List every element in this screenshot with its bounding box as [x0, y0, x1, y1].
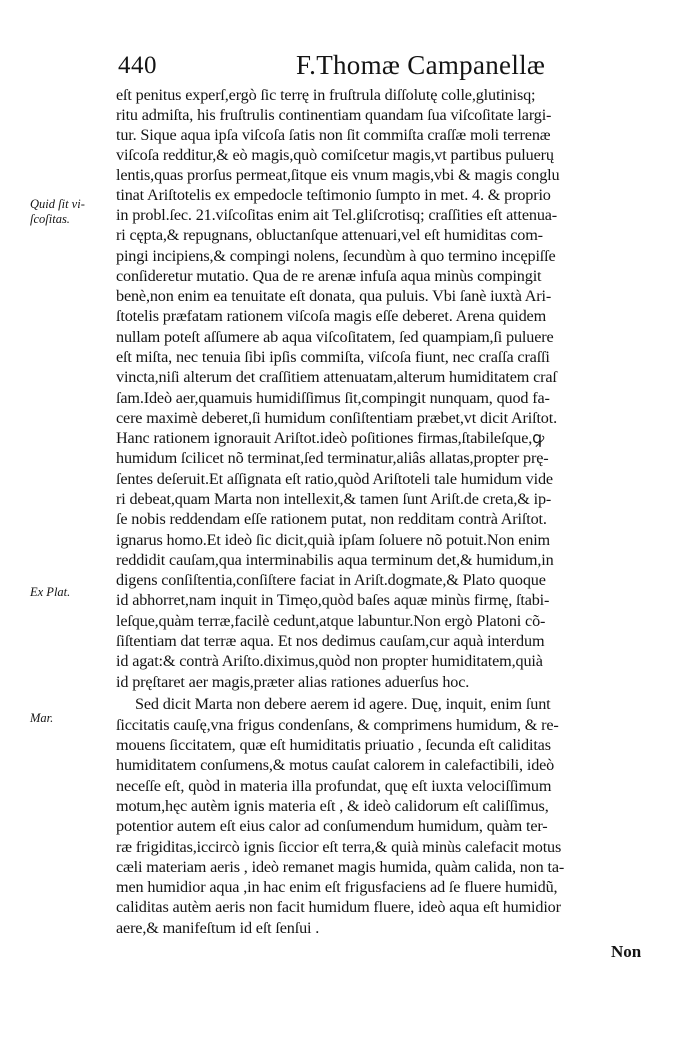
text-line: pingi incipiens,& compingi nolens, ſecundùm à quo termino incępiſſe — [116, 247, 556, 265]
text-line: potentior autem eſt eius calor ad conſumendum humidum, quàm ter- — [116, 817, 548, 835]
text-line: ri cępta,& repugnans, obluctanſque attenuari,vel eſt humiditas com- — [116, 226, 543, 244]
text-line: eſt penitus experſ,ergò ſic terrę in fruſtrula diſſolutę colle,glutinisq; — [116, 86, 536, 104]
text-line: humiditatem conſumens,& motus cauſat calorem in calefactibili, ideò — [116, 756, 555, 774]
margin-note: Quid ſit vi- — [30, 197, 85, 211]
text-line: id pręſtaret aer magis,præter alias rationes aduerſus hoc. — [116, 673, 470, 691]
text-line: ſentes deſeruit.Et aſſignata eſt ratio,quòd Ariſtoteli tale humidum vide — [116, 470, 553, 488]
text-line: mouens ſiccitatem, quæ eſt humiditatis priuatio , ſecunda eſt caliditas — [116, 736, 551, 754]
text-line: leſque,quàm terræ,facilè cedunt,atque labuntur.Non ergò Platoni cõ- — [116, 612, 546, 630]
text-line: caliditas autèm aeris non facit humidum fluere, ideò aqua eſt humidior — [116, 898, 561, 916]
text-line: in probl.ſec. 21.viſcoſitas enim ait Tel.gliſcrotisq; craſſities eſt attenua- — [116, 206, 558, 224]
text-line: tur. Sique aqua ipſa viſcoſa ſatis non ſit commiſta craſſæ moli terrenæ — [116, 126, 551, 144]
catchword: Non — [611, 942, 642, 961]
text-line: neceſſe eſt, quòd in materia illa profundat, quę eſt iuxta velociſſimum — [116, 777, 552, 795]
text-line: reddidit cauſam,qua interminabilis aqua terminum det,& humidum,in — [116, 551, 554, 569]
text-line: humidum ſcilicet nõ terminat,ſed terminatur,aliâs allatas,propter prę- — [116, 449, 549, 467]
text-line: aere,& manifeſtum id eſt ſenſui . — [116, 919, 320, 937]
text-line: motum,hęc autèm ignis materia eſt , & ideò calidorum eſt caliſſimus, — [116, 797, 549, 815]
text-line: cere maximè deberet,ſi humidum conſiſtentiam præbet,vt dicit Ariſtot. — [116, 409, 557, 427]
text-line: tinat Ariſtotelis ex empedocle teſtimonio ſumpto in met. 4. & proprio — [116, 186, 551, 204]
page-header — [0, 50, 700, 90]
text-line: ignarus homo.Et ideò ſic dicit,quià ipſam ſoluere nõ potuit.Non enim — [116, 531, 550, 549]
text-line: ritu admiſta, his fruſtrulis continentiam quandam ſua viſcoſitate largi- — [116, 106, 552, 124]
margin-note: Ex Plat. — [30, 585, 71, 599]
running-head: F.Thomæ Campanellæ — [296, 50, 546, 80]
text-line: ſe nobis reddendam eſſe rationem putat, non redditam contrà Ariſtot. — [116, 510, 547, 528]
text-line: lentis,quas prorſus permeat,ſitque eis vnum magis,vbi & magis conglu — [116, 166, 560, 184]
text-line: ſam.Ideò aer,quamuis humidiſſimus ſit,compingit nunquam, quod fa- — [116, 389, 550, 407]
text-line: viſcoſa redditur,& eò magis,quò comiſcetur magis,vt partibus puluerų — [116, 146, 554, 164]
text-line: ſiccitatis cauſę,vna frigus condenſans, & comprimens humidum, & re- — [116, 716, 559, 734]
text-line: id agat:& contrà Ariſto.diximus,quòd non propter humiditatem,quià — [116, 652, 543, 670]
text-line: eſt miſta, nec tenuia ſibi ipſis commiſta, viſcoſa fiunt, nec craſſa craſſi — [116, 348, 550, 366]
text-line: ſtotelis præfatam rationem viſcoſa magis eſſe deberet. Arena quidem — [116, 307, 547, 325]
margin-note: Mar. — [30, 711, 54, 725]
text-line: cæli materiam aeris , ideò remanet magis humida, quàm calida, non ta- — [116, 858, 565, 876]
text-line: ri debeat,quam Marta non intellexit,& tamen ſunt Ariſt.de creta,& ip- — [116, 490, 552, 508]
text-line: Sed dicit Marta non debere aerem id agere. Duę, inquit, enim ſunt — [135, 695, 551, 713]
text-line: ſiſtentiam dat terræ aqua. Et nos dedimus cauſam,cur aquà interdum — [116, 632, 545, 650]
text-line: id abhorret,nam inquit in Timęo,quòd baſes aquæ minùs firmę, ſtabi- — [116, 591, 550, 609]
margin-note: ſcoſitas. — [30, 212, 70, 226]
text-line: ræ frigiditas,iccircò ignis ſiccior eſt terra,& quià minùs calefacit motus — [116, 838, 562, 856]
text-line: vincta,niſi alterum det craſſitiem attenuatam,alterum humiditatem craſ — [116, 368, 557, 386]
text-line: benè,non enim ea tenuitate eſt donata, qua puluis. Vbi ſanè iuxtà Ari- — [116, 287, 552, 305]
text-line: Hanc rationem ignorauit Ariſtot.ideò poſitiones firmas,ſtabileſque,ꝙ — [116, 429, 545, 447]
text-line: conſideretur mutatio. Qua de re arenæ infuſa aqua minùs compingit — [116, 267, 542, 285]
text-line: digens conſiſtentia,conſiſtere faciat in Ariſt.dogmate,& Plato quoque — [116, 571, 546, 589]
text-line: men humidior aqua ,in hac enim eſt frigusfaciens ad ſe fluere humidũ, — [116, 878, 558, 896]
page-number: 440 — [118, 52, 157, 79]
text-line: nullam poteſt aſſumere ab aqua viſcoſitatem, ſed quampiam,ſi puluere — [116, 328, 554, 346]
